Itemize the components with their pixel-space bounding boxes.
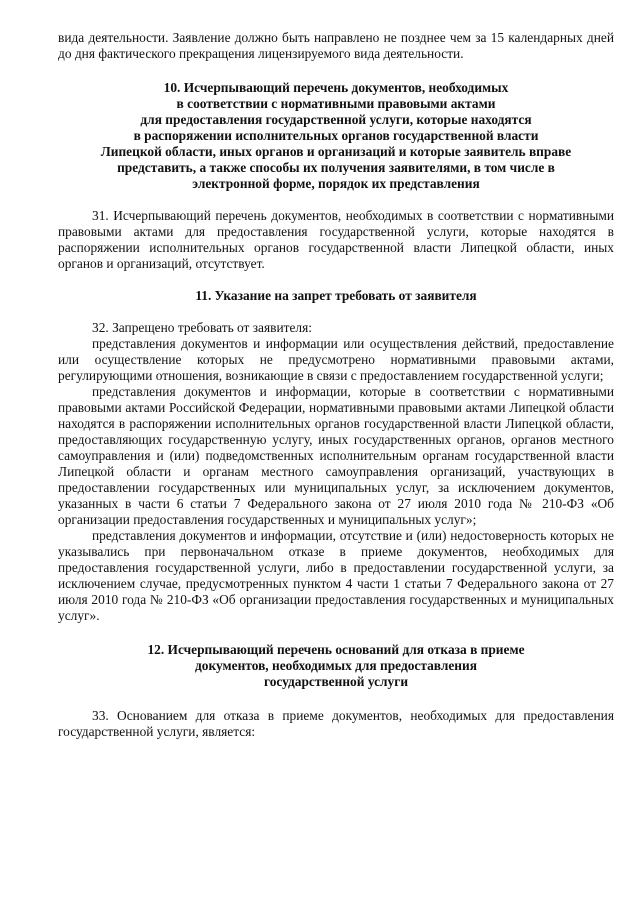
intro-paragraph: вида деятельности. Заявление должно быть направлено не позднее чем за 15 календарных дней до дня фактического прекращения лицензируемого вида деятельности.	[58, 30, 614, 61]
heading-line: для предоставления государственной услуги, которые находятся	[140, 112, 532, 127]
section-11-heading: 11. Указание на запрет требовать от заявителя	[195, 288, 477, 303]
heading-line: электронной форме, порядок их представления	[192, 176, 480, 191]
paragraph-32-item: представления документов и информации, отсутствие и (или) недостоверность которых не указывались при первоначальном отказе в приеме документов, необходимых для предоставления государственной услуги, либо в предоставлении государственной услуги, за исключением случае, предусмотренных пунктом 4 части 1 статьи 7 Федерального закона от 27 июля 2010 года № 210-ФЗ «Об организации предоставления государственных и муниципальных услуг».	[58, 528, 614, 623]
document-page	[58, 30, 614, 740]
heading-line: представить, а также способы их получения заявителями, в том числе в	[117, 160, 555, 175]
paragraph-31: 31. Исчерпывающий перечень документов, необходимых в соответствии с нормативными правовыми актами для предоставления государственной услуги, которые находятся в распоряжении исполнительных органов государственной власти Липецкой области, иных органов и организаций, отсутствует.	[58, 208, 614, 271]
heading-line: 12. Исчерпывающий перечень оснований для отказа в приеме	[147, 642, 525, 657]
heading-line: Липецкой области, иных органов и организаций и которые заявитель вправе	[100, 144, 572, 159]
heading-line: государственной услуги	[263, 674, 409, 689]
paragraph-32-item: представления документов и информации, которые в соответствии с нормативными правовыми актами Российской Федерации, нормативными правовыми актами Липецкой области находятся в распоряжении исполнительных органов государственной власти Липецкой области, предоставляющих государственную услугу, иных государственных органов, органов местного самоуправления и (или) подведомственных исполнительным органам государственной власти Липецкой области и органам местного самоуправления организаций, участвующих в предоставлении государственных или муниципальных услуг, за исключением документов, указанных в части 6 статьи 7 Федерального закона от 27 июля 2010 года № 210-ФЗ «Об организации предоставления государственных и муниципальных услуг»;	[58, 384, 614, 527]
heading-line: 10. Исчерпывающий перечень документов, необходимых	[163, 80, 509, 95]
section-10-heading	[58, 80, 614, 192]
section-12-heading	[58, 642, 614, 690]
heading-line: документов, необходимых для предоставления	[195, 658, 477, 673]
paragraph-32: 32. Запрещено требовать от заявителя:	[92, 320, 312, 335]
paragraph-33: 33. Основанием для отказа в приеме документов, необходимых для предоставления государственной услуги, является:	[58, 708, 614, 739]
heading-line: в соответствии с нормативными правовыми актами	[176, 96, 496, 111]
heading-line: в распоряжении исполнительных органов государственной власти	[133, 128, 539, 143]
paragraph-32-item: представления документов и информации или осуществления действий, предоставление или осуществление которых не предусмотрено нормативными правовыми актами, регулирующими отношения, возникающие в связи с предоставлением государственной услуги;	[58, 336, 614, 383]
